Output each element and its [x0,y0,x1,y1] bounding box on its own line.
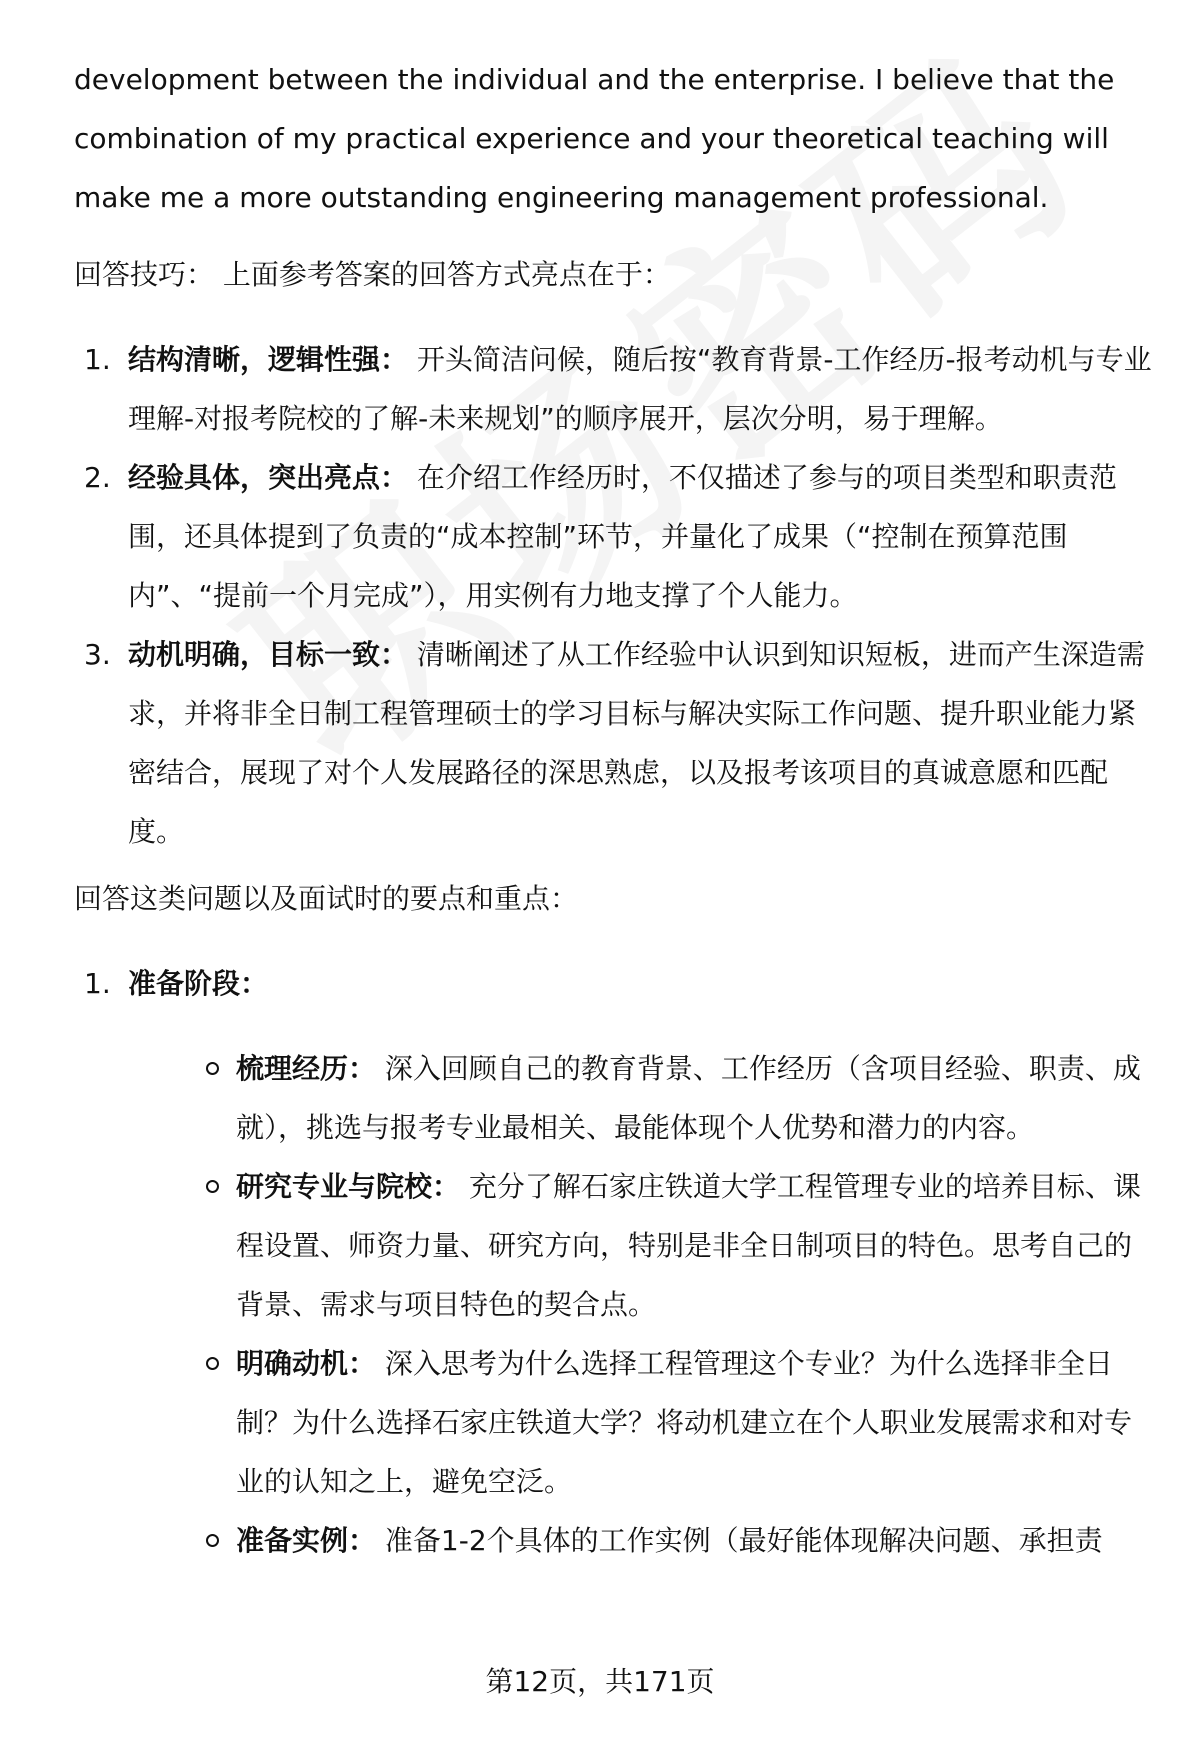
sub-item-title: 准备实例： [236,1524,377,1557]
list-item-text: 清晰阐述了从工作经验中认识到知识短板，进而产生深造需求，并将非全日制工程管理硕士的学习目标与解决实际工作问题、提升职业能力紧密结合，展现了对个人发展路径的深思熟虑，以及报考该项目的真诚意愿和匹配度。 [128,638,1145,848]
page-content [74,50,1154,1570]
list-item [74,330,1154,448]
sub-list [128,1039,1154,1570]
hollow-bullet-icon [206,1357,219,1370]
sub-item-title: 梳理经历： [236,1052,377,1085]
list-item-text: 开头简洁问候，随后按“教育背景-工作经历-报考动机与专业理解-对报考院校的了解-未来规划”的顺序展开，层次分明，易于理解。 [128,343,1152,435]
sub-list-item [128,1039,1154,1157]
list-item-text: 在介绍工作经历时，不仅描述了参与的项目类型和职责范围，还具体提到了负责的“成本控制”环节，并量化了成果（“控制在预算范围内”、“提前一个月完成”），用实例有力地支撑了个人能力。 [128,461,1117,612]
intro-paragraph: development between the individual and the enterprise. I believe that the combination of my practical experience and your theoretical teaching will make me a more outstanding engineering management professional. [74,63,1115,214]
sub-list-item [128,1511,1154,1570]
list-item-title: 动机明确，目标一致： [128,638,409,671]
sub-item-text: 准备1-2个具体的工作实例（最好能体现解决问题、承担责 [376,1524,1103,1557]
hollow-bullet-icon [206,1180,219,1193]
sub-list-item [128,1157,1154,1334]
list-number: 1. [84,967,111,1000]
points-list [74,954,1154,1570]
sub-item-text: 深入回顾自己的教育背景、工作经历（含项目经验、职责、成就），挑选与报考专业最相关、最能体现个人优势和潜力的内容。 [236,1052,1141,1144]
sub-item-title: 研究专业与院校： [236,1170,461,1203]
list-number: 1. [84,343,111,376]
hollow-bullet-icon [206,1062,219,1075]
list-item-title: 结构清晰，逻辑性强： [128,343,409,376]
list-item [74,625,1154,861]
sub-item-title: 明确动机： [236,1347,377,1380]
sub-item-text: 充分了解石家庄铁道大学工程管理专业的培养目标、课程设置、师资力量、研究方向，特别是非全日制项目的特色。思考自己的背景、需求与项目特色的契合点。 [236,1170,1141,1321]
hollow-bullet-icon [206,1534,219,1547]
sub-item-text: 深入思考为什么选择工程管理这个专业？为什么选择非全日制？为什么选择石家庄铁道大学？将动机建立在个人职业发展需求和对专业的认知之上，避免空泛。 [236,1347,1133,1498]
list-item [74,448,1154,625]
list-item-title: 准备阶段： [128,967,269,1000]
list-number: 2. [84,461,111,494]
list-item [74,954,1154,1570]
page-footer: 第12页，共171页 [485,1665,715,1698]
sub-list-item [128,1334,1154,1511]
list-item-title: 经验具体，突出亮点： [128,461,409,494]
points-heading: 回答这类问题以及面试时的要点和重点： [74,882,579,915]
list-number: 3. [84,638,111,671]
tips-list [74,330,1154,861]
tips-heading: 回答技巧： 上面参考答案的回答方式亮点在于： [74,258,671,291]
